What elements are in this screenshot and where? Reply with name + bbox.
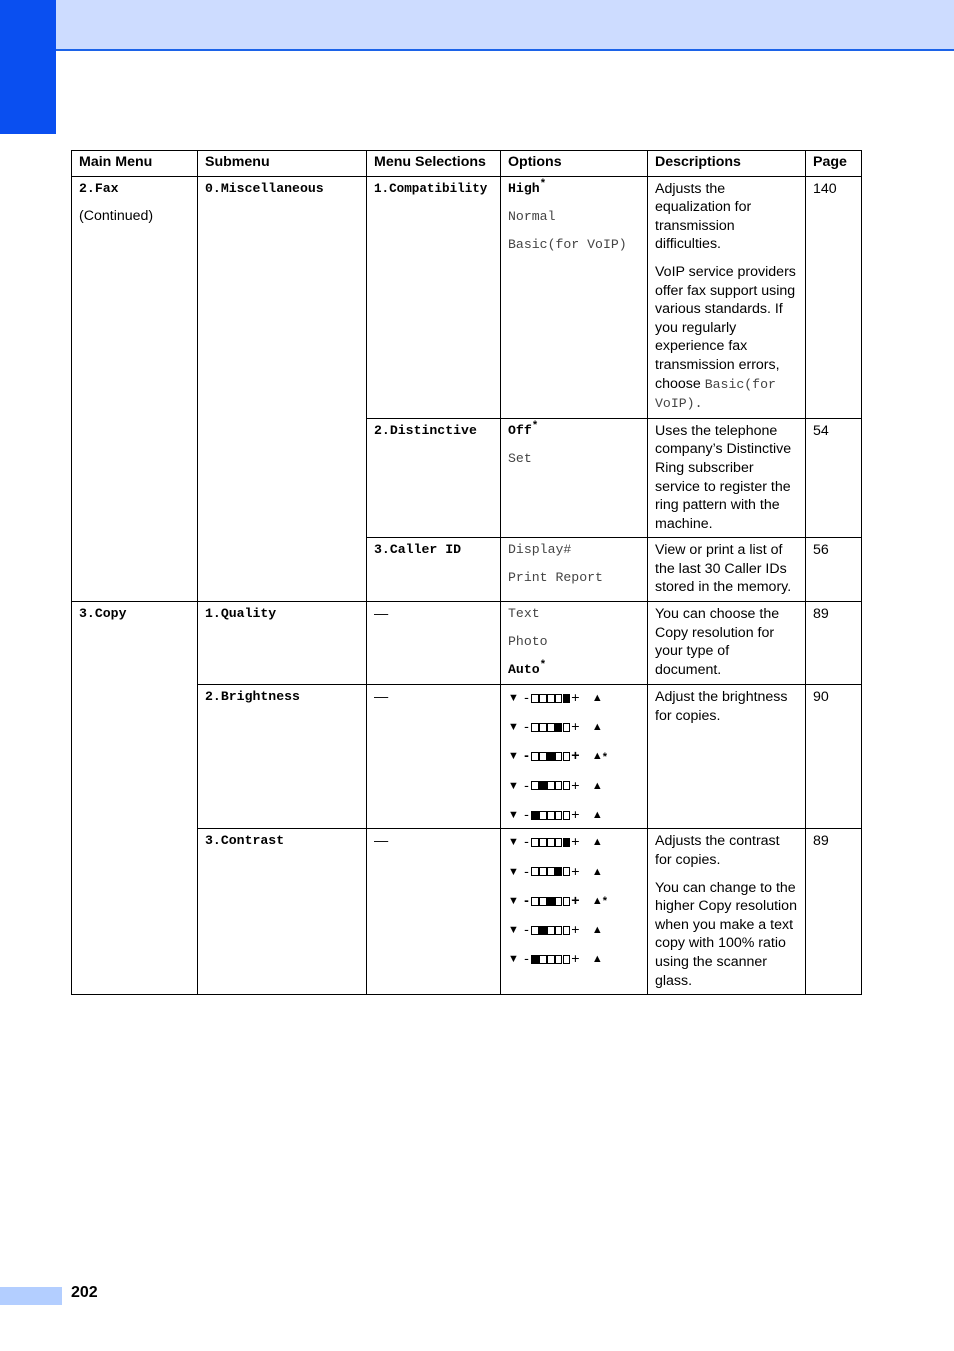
minus-sign: -	[524, 777, 529, 794]
plus-sign: +	[571, 921, 580, 938]
page-ref: 56	[806, 538, 862, 602]
down-arrow-icon: ▼	[508, 923, 519, 936]
level-square	[531, 838, 538, 847]
page-number: 202	[71, 1284, 98, 1301]
header-descriptions: Descriptions	[648, 151, 806, 177]
down-arrow-icon: ▼	[508, 750, 519, 763]
level-square	[531, 955, 538, 964]
page-ref: 90	[806, 685, 862, 829]
up-arrow-icon: ▲	[591, 808, 603, 821]
option-set: Set	[508, 450, 532, 466]
level-square	[563, 955, 570, 964]
level-square	[531, 897, 538, 906]
plus-sign: +	[571, 951, 580, 968]
option-display: Display#	[508, 542, 572, 558]
submenu-brightness-cell	[198, 685, 367, 829]
level-option	[508, 921, 603, 940]
down-arrow-icon: ▼	[508, 894, 519, 907]
submenu-quality-cell	[198, 602, 367, 685]
down-arrow-icon: ▼	[508, 865, 519, 878]
main-menu-copy: 3.Copy	[79, 606, 127, 622]
selection-distinctive: 2.Distinctive	[374, 422, 477, 438]
level-square	[539, 955, 546, 964]
options-quality	[501, 602, 648, 685]
level-square	[563, 897, 570, 906]
default-mark: *	[539, 660, 547, 673]
description-text: Adjust the brightness for copies.	[655, 689, 788, 724]
down-arrow-icon: ▼	[508, 808, 519, 821]
option-text: Text	[508, 606, 540, 622]
up-arrow-icon: ▲	[591, 692, 603, 705]
minus-sign: -	[524, 806, 529, 823]
level-option: ▼ - + ▲ *	[508, 748, 608, 765]
level-square	[547, 867, 554, 876]
level-square	[539, 811, 546, 820]
minus-sign: -	[524, 892, 529, 909]
level-option	[508, 718, 603, 737]
level-option	[508, 689, 603, 708]
selection-compatibility-cell	[367, 176, 501, 418]
header-main-menu: Main Menu	[72, 151, 198, 177]
description-text: Adjusts the equalization for transmission difficulties.	[655, 180, 752, 253]
submenu-contrast: 3.Contrast	[205, 833, 285, 849]
level-square	[539, 752, 546, 761]
brightness-level-list	[508, 688, 641, 824]
description-quality	[648, 602, 806, 685]
submenu-contrast-cell	[198, 829, 367, 995]
minus-sign: -	[524, 921, 529, 938]
option-basic-voip: Basic(for VoIP)	[508, 236, 627, 252]
chapter-tab	[0, 0, 56, 134]
level-square	[539, 694, 546, 703]
level-square	[539, 867, 546, 876]
plus-sign: +	[571, 748, 580, 765]
plus-sign: +	[571, 806, 580, 823]
default-mark: *	[539, 178, 547, 191]
level-square	[539, 723, 546, 732]
plus-sign: +	[571, 892, 580, 909]
level-square	[555, 781, 562, 790]
level-square	[563, 752, 570, 761]
up-arrow-icon: ▲	[591, 836, 603, 849]
level-square	[555, 811, 562, 820]
level-option	[508, 777, 603, 796]
level-option	[508, 950, 603, 969]
level-option	[508, 806, 603, 825]
menu-table	[71, 150, 862, 995]
options-contrast	[501, 829, 648, 995]
up-arrow-icon: ▲	[591, 894, 603, 907]
level-square	[547, 781, 554, 790]
header-page: Page	[806, 151, 862, 177]
level-square	[555, 723, 562, 732]
header-menu-selections: Menu Selections	[367, 151, 501, 177]
option-print-report: Print Report	[508, 570, 603, 586]
plus-sign: +	[571, 690, 580, 707]
table-row	[72, 602, 862, 685]
option-photo: Photo	[508, 634, 548, 650]
up-arrow-icon: ▲	[591, 721, 603, 734]
plus-sign: +	[571, 834, 580, 851]
up-arrow-icon: ▲	[591, 779, 603, 792]
selection-none: —	[367, 829, 501, 995]
level-square	[547, 811, 554, 820]
options-caller-id	[501, 538, 648, 602]
up-arrow-icon: ▲	[591, 750, 603, 763]
submenu-quality: 1.Quality	[205, 606, 277, 622]
level-square	[555, 926, 562, 935]
level-option	[508, 863, 603, 882]
down-arrow-icon: ▼	[508, 779, 519, 792]
description-distinctive	[648, 418, 806, 538]
header-submenu: Submenu	[198, 151, 367, 177]
selection-none: —	[367, 602, 501, 685]
description-brightness	[648, 685, 806, 829]
level-square	[539, 926, 546, 935]
continued-note: (Continued)	[79, 208, 154, 225]
selection-compatibility: 1.Compatibility	[374, 181, 488, 196]
option-auto: Auto*	[508, 660, 547, 678]
level-square	[563, 781, 570, 790]
level-square	[555, 694, 562, 703]
up-arrow-icon: ▲	[591, 865, 603, 878]
level-square	[531, 752, 538, 761]
level-square	[531, 926, 538, 935]
description-text: VoIP service providers offer fax support using various standards. If you regularly experience fax transmission errors, choose Basic(for VoIP).	[655, 263, 796, 412]
level-square	[563, 723, 570, 732]
main-menu-fax-cell	[72, 176, 198, 601]
level-square	[563, 867, 570, 876]
plus-sign: +	[571, 719, 580, 736]
minus-sign: -	[524, 863, 529, 880]
table-header-row	[72, 151, 862, 177]
level-square	[555, 752, 562, 761]
description-code: Basic(for VoIP).	[655, 376, 776, 412]
level-option	[508, 833, 603, 852]
plus-sign: +	[571, 777, 580, 794]
page-ref: 89	[806, 602, 862, 685]
level-square	[555, 838, 562, 847]
level-square	[563, 811, 570, 820]
selection-none: —	[367, 685, 501, 829]
down-arrow-icon: ▼	[508, 721, 519, 734]
level-square	[539, 838, 546, 847]
level-square	[563, 926, 570, 935]
submenu-miscellaneous: 0.Miscellaneous	[205, 180, 324, 196]
description-compatibility	[648, 176, 806, 418]
level-square	[555, 955, 562, 964]
main-menu-copy-cell	[72, 602, 198, 995]
level-square	[563, 838, 570, 847]
option-off: Off*	[508, 420, 539, 438]
submenu-brightness: 2.Brightness	[205, 689, 300, 705]
selection-distinctive-cell	[367, 418, 501, 538]
down-arrow-icon: ▼	[508, 836, 519, 849]
option-high: High*	[508, 178, 547, 196]
level-square	[547, 897, 554, 906]
header-band	[0, 0, 954, 51]
level-square	[547, 694, 554, 703]
level-square	[531, 811, 538, 820]
level-square	[547, 955, 554, 964]
level-square	[539, 897, 546, 906]
level-option: ▼ - + ▲ *	[508, 892, 608, 909]
description-text: View or print a list of the last 30 Caller IDs stored in the memory.	[655, 542, 792, 596]
level-square	[547, 926, 554, 935]
down-arrow-icon: ▼	[508, 692, 519, 705]
description-caller-id	[648, 538, 806, 602]
table-row	[72, 176, 862, 418]
description-text: You can change to the higher Copy resolution when you make a text copy with 100% ratio using the scanner glass.	[655, 879, 797, 989]
minus-sign: -	[524, 748, 529, 765]
selection-caller-id-cell	[367, 538, 501, 602]
description-text: Adjusts the contrast for copies.	[655, 833, 780, 868]
minus-sign: -	[524, 951, 529, 968]
submenu-misc-cell	[198, 176, 367, 601]
minus-sign: -	[524, 690, 529, 707]
description-contrast	[648, 829, 806, 995]
description-text: Uses the telephone company’s Distinctive Ring subscriber service to register the ring pattern with the machine.	[655, 422, 792, 532]
level-square	[555, 897, 562, 906]
option-normal: Normal	[508, 208, 556, 224]
up-arrow-icon: ▲	[591, 953, 603, 966]
options-compatibility	[501, 176, 648, 418]
level-square	[547, 723, 554, 732]
level-square	[531, 723, 538, 732]
down-arrow-icon: ▼	[508, 953, 519, 966]
description-text: You can choose the Copy resolution for your type of document.	[655, 606, 780, 678]
level-square	[555, 867, 562, 876]
page-ref: 140	[806, 176, 862, 418]
minus-sign: -	[524, 719, 529, 736]
plus-sign: +	[571, 863, 580, 880]
level-square	[531, 694, 538, 703]
options-brightness	[501, 685, 648, 829]
footer-band	[0, 1287, 62, 1305]
level-square	[547, 752, 554, 761]
minus-sign: -	[524, 834, 529, 851]
page-ref: 89	[806, 829, 862, 995]
page-ref: 54	[806, 418, 862, 538]
level-square	[539, 781, 546, 790]
up-arrow-icon: ▲	[591, 923, 603, 936]
contrast-level-list	[508, 832, 641, 968]
level-square	[547, 838, 554, 847]
level-square	[563, 694, 570, 703]
options-distinctive	[501, 418, 648, 538]
default-mark: *	[531, 420, 539, 433]
header-options: Options	[501, 151, 648, 177]
main-menu-fax: 2.Fax	[79, 180, 119, 196]
level-square	[531, 867, 538, 876]
selection-caller-id: 3.Caller ID	[374, 542, 462, 558]
level-square	[531, 781, 538, 790]
